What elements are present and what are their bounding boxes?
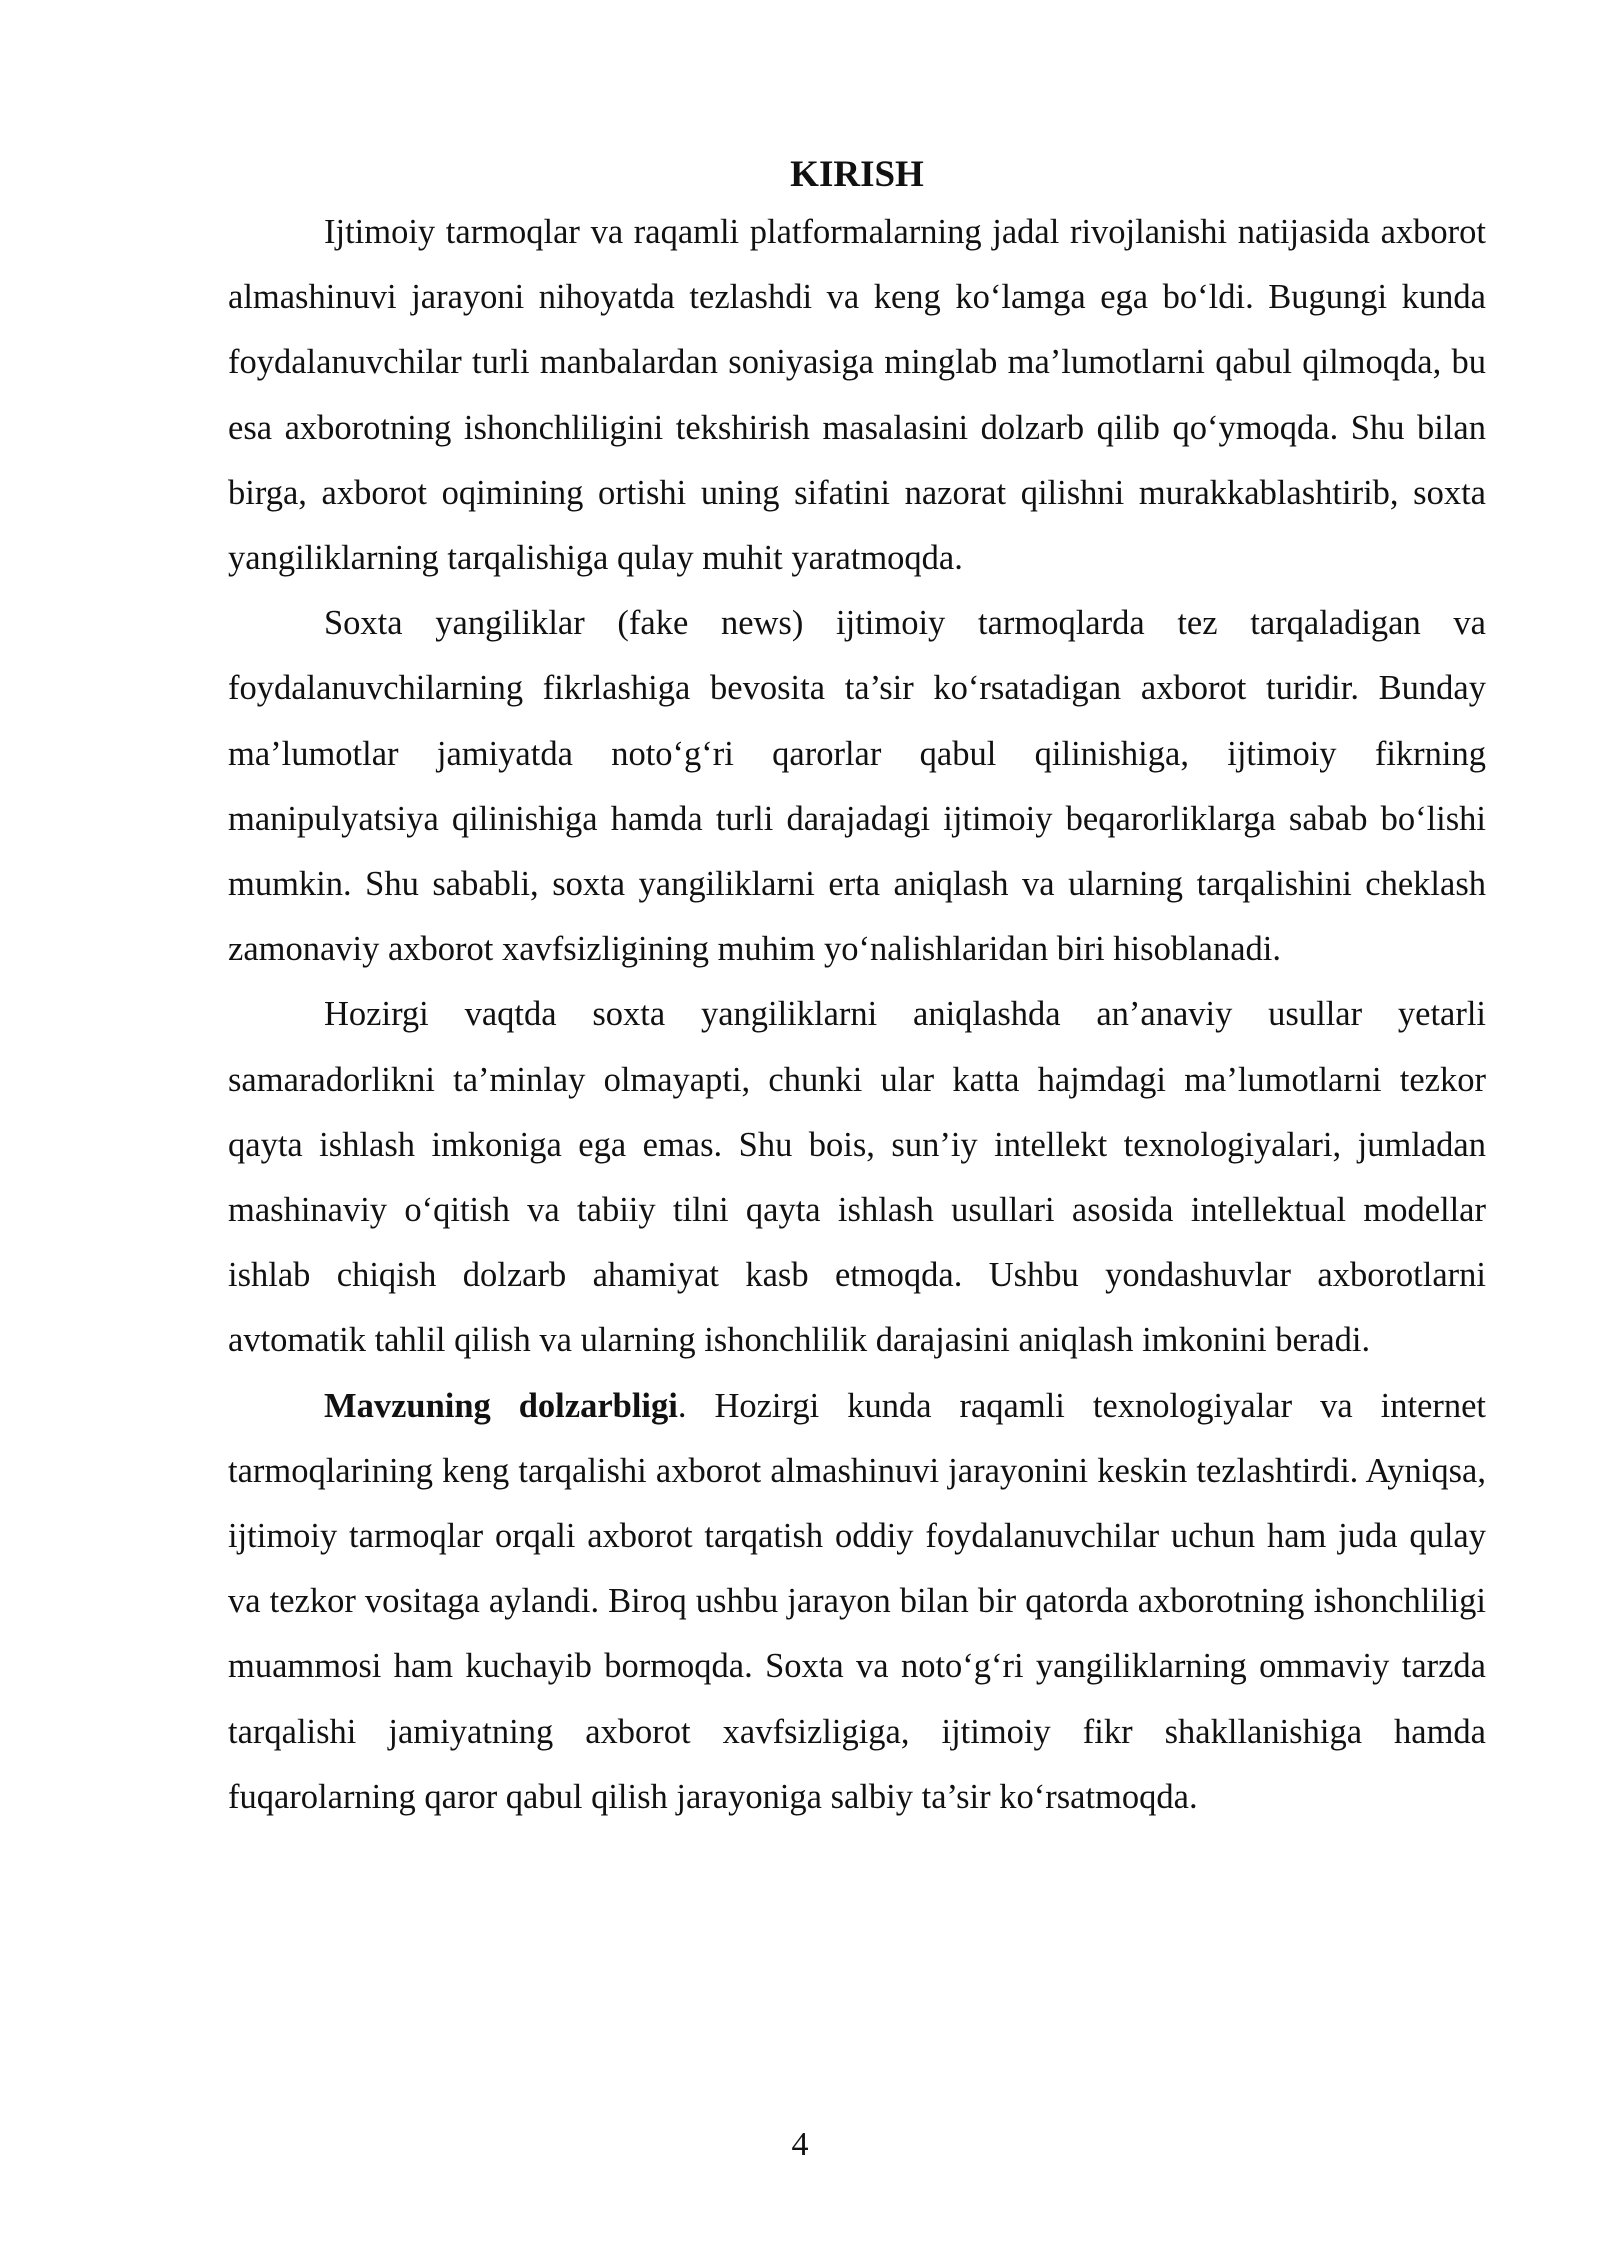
- page-content: [228, 150, 1486, 1830]
- section-heading: KIRISH: [790, 154, 924, 195]
- paragraph-text: Hozirgi vaqtda soxta yangiliklarni aniqlashda an’anaviy usullar yetarli samaradorlikni ta’minlay olmayapti, chunki ular katta hajmdagi ma’lumotlarni tezkor qayta ishlash imkoniga ega emas. Shu bois, sun’iy intellekt texnologiyalari, jumladan mashinaviy o‘qitish va tabiiy tilni qayta ishlash usullari asosida intellektual modellar ishlab chiqish dolzarb ahamiyat kasb etmoqda. Ushbu yondashuvlar axborotlarni avtomatik tahlil qilish va ularning ishonchlilik darajasini aniqlash imkonini beradi.: [228, 995, 1486, 1360]
- paragraph-lead-bold: Mavzuning dolzarbligi: [324, 1386, 678, 1425]
- page-number: 4: [791, 2126, 809, 2163]
- paragraph-text: . Hozirgi kunda raqamli texnologiyalar va internet tarmoqlarining keng tarqalishi axborot almashinuvi jarayonini keskin tezlashtirdi. Ayniqsa, ijtimoiy tarmoqlar orqali axborot tarqatish oddiy foydalanuvchilar uchun ham juda qulay va tezkor vositaga aylandi. Biroq ushbu jarayon bilan bir qatorda axborotning ishonchliligi muammosi ham kuchayib bormoqda. Soxta va noto‘g‘ri yangiliklarning ommaviy tarzda tarqalishi jamiyatning axborot xavfsizligiga, ijtimoiy fikr shakllanishiga hamda fuqarolarning qaror qabul qilish jarayoniga salbiy ta’sir ko‘rsatmoqda.: [228, 1386, 1486, 1816]
- paragraph-fake-news: [228, 591, 1486, 982]
- paragraph-relevance: [228, 1374, 1486, 1830]
- paragraph-intro: [228, 200, 1486, 591]
- paragraph-text: Soxta yangiliklar (fake news) ijtimoiy tarmoqlarda tez tarqaladigan va foydalanuvchilarning fikrlashiga bevosita ta’sir ko‘rsatadigan axborot turidir. Bunday ma’lumotlar jamiyatda noto‘g‘ri qarorlar qabul qilinishiga, ijtimoiy fikrning manipulyatsiya qilinishiga hamda turli darajadagi ijtimoiy beqarorliklarga sabab bo‘lishi mumkin. Shu sababli, soxta yangiliklarni erta aniqlash va ularning tarqalishini cheklash zamonaviy axborot xavfsizligining muhim yo‘nalishlaridan biri hisoblanadi.: [228, 604, 1486, 969]
- paragraph-methods: [228, 982, 1486, 1373]
- paragraph-text: Ijtimoiy tarmoqlar va raqamli platformalarning jadal rivojlanishi natijasida axborot almashinuvi jarayoni nihoyatda tezlashdi va keng ko‘lamga ega bo‘ldi. Bugungi kunda foydalanuvchilar turli manbalardan soniyasiga minglab ma’lumotlarni qabul qilmoqda, bu esa axborotning ishonchliligini tekshirish masalasini dolzarb qilib qo‘ymoqda. Shu bilan birga, axborot oqimining ortishi uning sifatini nazorat qilishni murakkablashtirib, soxta yangiliklarning tarqalishiga qulay muhit yaratmoqda.: [228, 213, 1486, 578]
